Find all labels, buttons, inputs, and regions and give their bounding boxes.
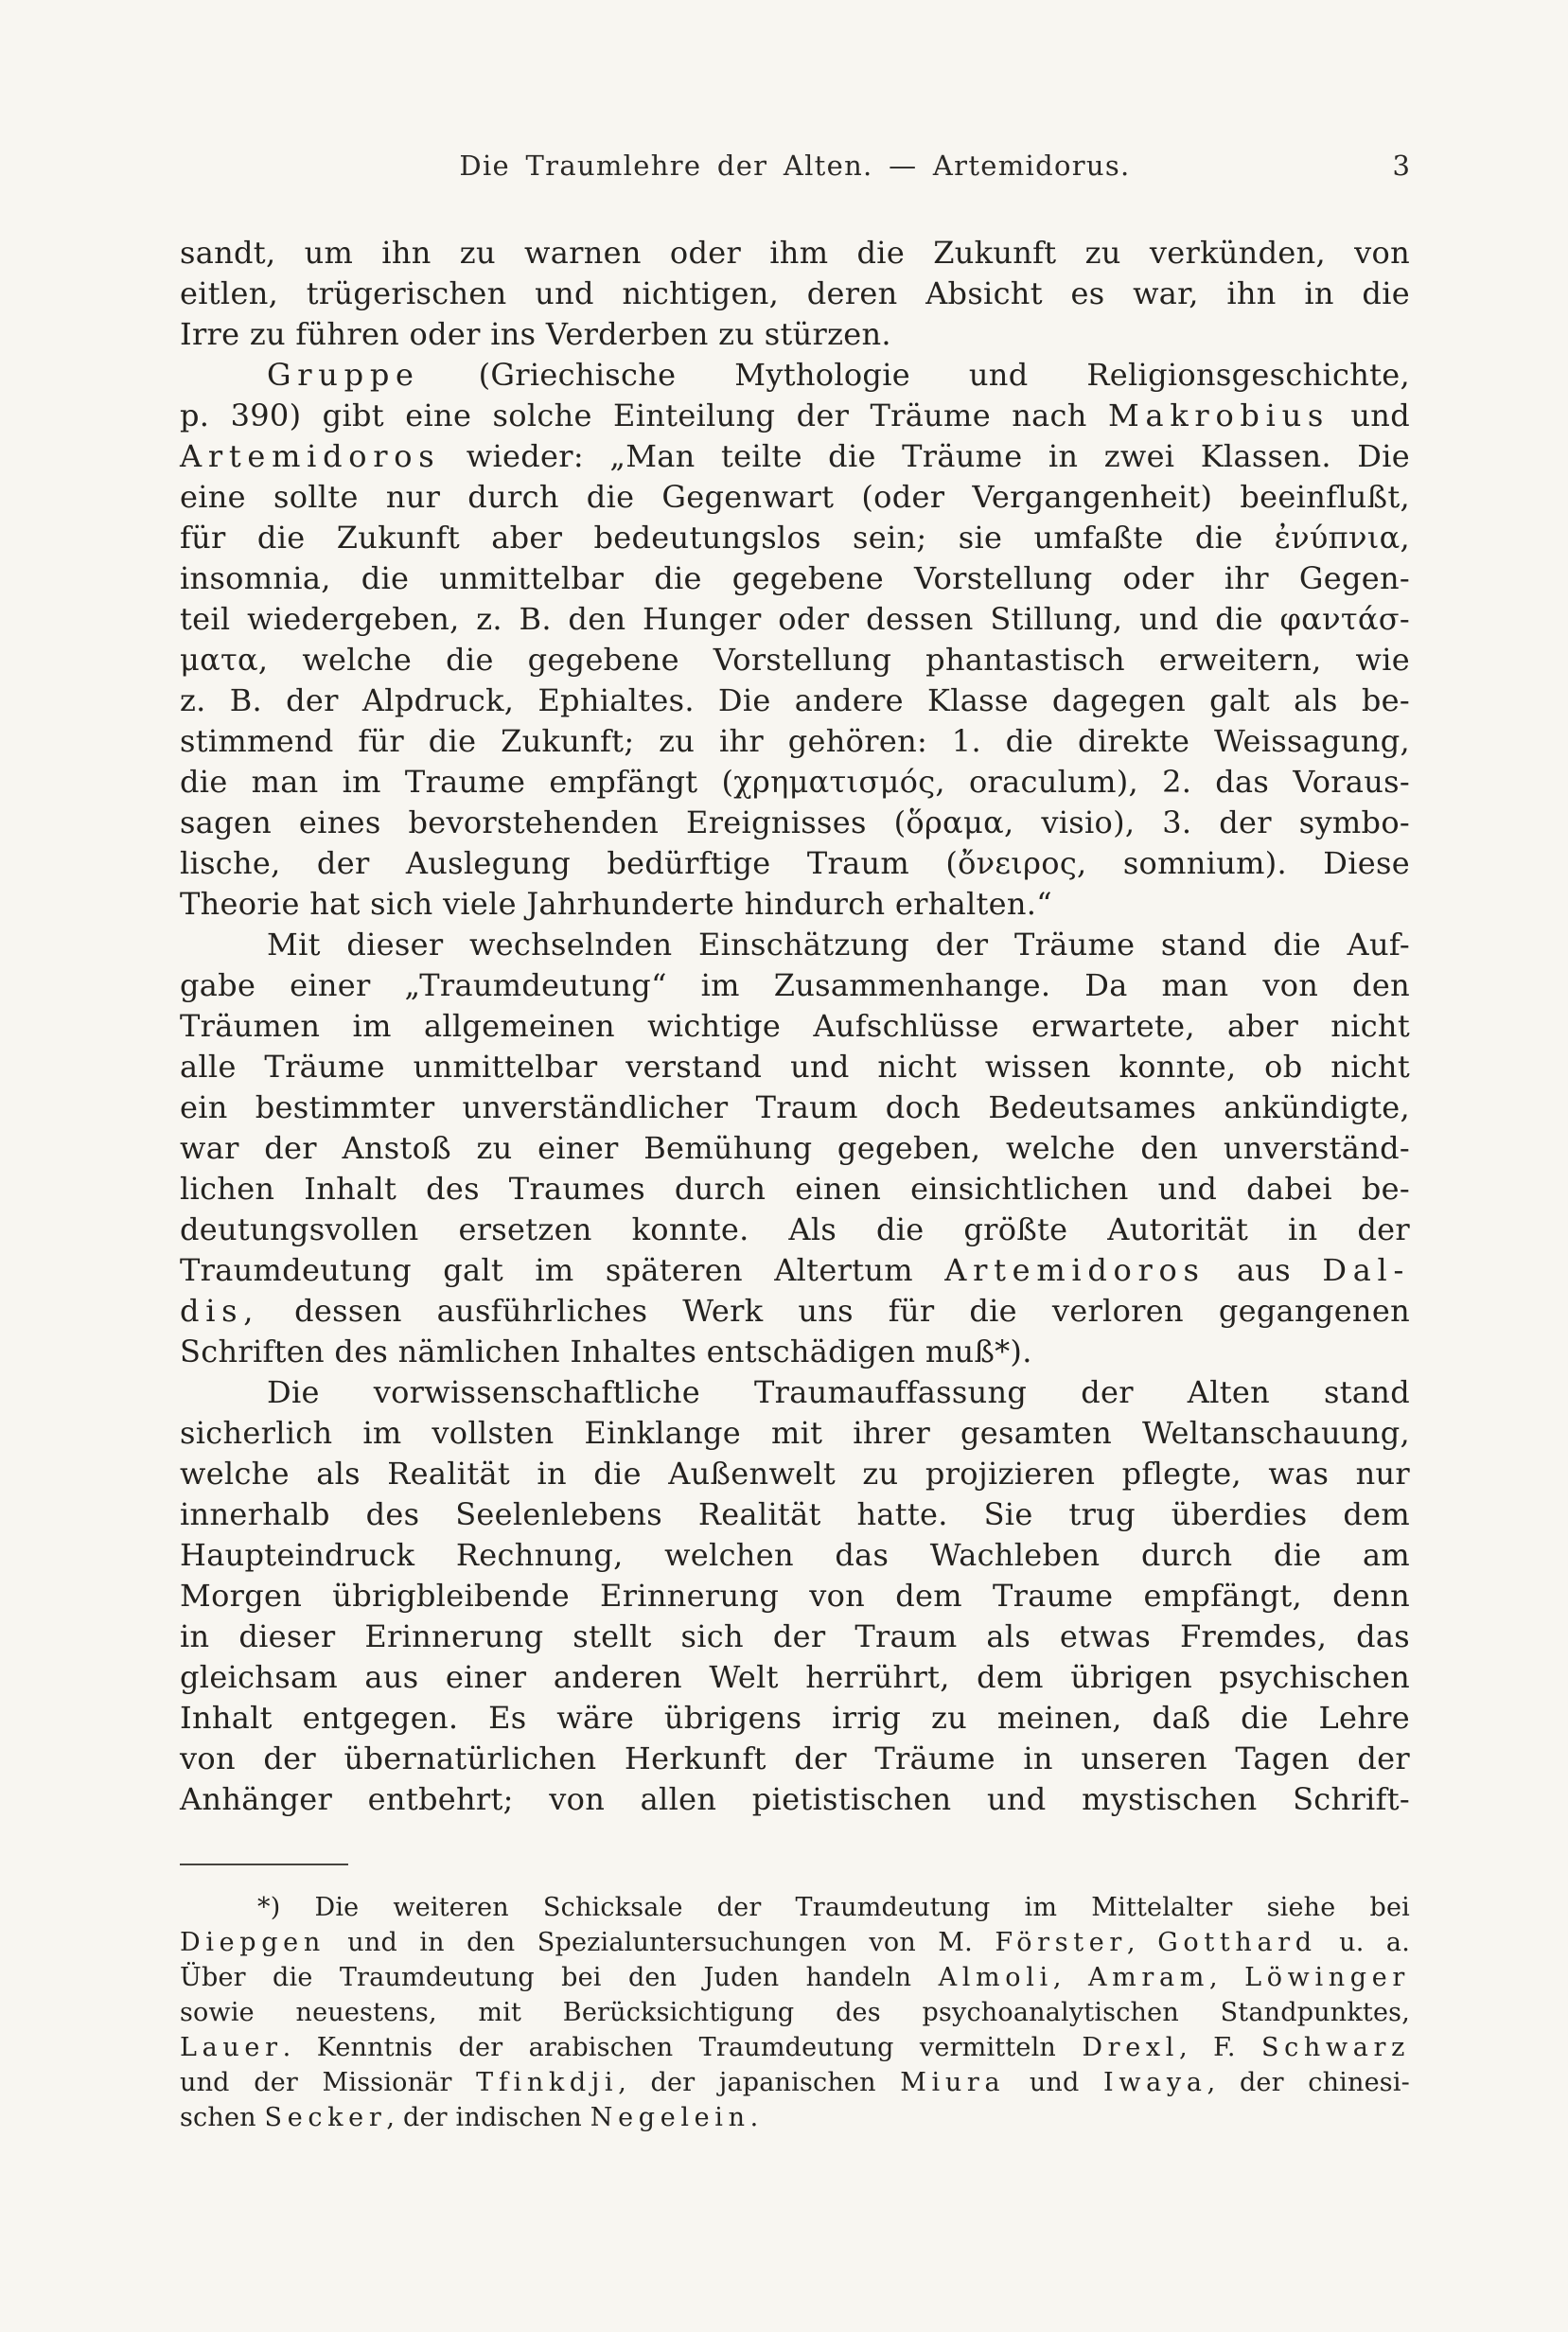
text-line: dis, dessen ausführliches Werk uns für die verloren gegangenen — [180, 1293, 1410, 1329]
text-line: Traumdeutung galt im späteren Altertum Artemidoros aus Dal- — [180, 1252, 1411, 1288]
spaced-name: Diepgen — [180, 1928, 326, 1957]
text-line: Mit dieser wechselnden Einschätzung der Träume stand die Auf- — [267, 927, 1410, 963]
text-line: sowie neuestens, mit Berücksichtigung des psychoanalytischen Standpunktes, — [180, 1998, 1410, 2027]
text-line: sagen eines bevorstehenden Ereignisses (ὅραμα, visio), 3. der symbo- — [180, 804, 1410, 840]
text-line: welche als Realität in die Außenwelt zu projizieren pflegte, was nur — [180, 1456, 1410, 1492]
spaced-name: Förster — [995, 1928, 1128, 1957]
running-header — [180, 150, 1410, 182]
text-line: lichen Inhalt des Traumes durch einen einsichtlichen und dabei be- — [180, 1171, 1410, 1207]
text-line: schen Secker, der indischen Negelein. — [180, 2103, 759, 2132]
spaced-name: Drexl — [1082, 2033, 1180, 2062]
spaced-name: Iwaya — [1103, 2068, 1207, 2097]
text-line: Inhalt entgegen. Es wäre übrigens irrig zu meinen, daß die Lehre — [180, 1700, 1410, 1736]
text-line: eine sollte nur durch die Gegenwart (oder Vergangenheit) beeinflußt, — [180, 479, 1410, 515]
text-line: Lauer. Kenntnis der arabischen Traumdeutung vermitteln Drexl, F. Schwarz — [180, 2033, 1410, 2062]
text-line: und der Missionär Tfinkdji, der japanischen Miura und Iwaya, der chinesi- — [180, 2068, 1410, 2097]
text-line: gleichsam aus einer anderen Welt herrührt, dem übrigen psychischen — [180, 1659, 1410, 1695]
text-line: Theorie hat sich viele Jahrhunderte hindurch erhalten.“ — [180, 886, 1052, 922]
text-line: innerhalb des Seelenlebens Realität hatte. Sie trug überdies dem — [180, 1496, 1410, 1532]
text-line: insomnia, die unmittelbar die gegebene Vorstellung oder ihr Gegen- — [180, 560, 1410, 596]
spaced-name: Almoli — [938, 1963, 1053, 1992]
text-line: eitlen, trügerischen und nichtigen, deren Absicht es war, ihn in die — [180, 275, 1410, 311]
spaced-name: Schwarz — [1260, 2033, 1410, 2062]
spaced-name: Dal- — [1322, 1252, 1411, 1288]
text-line: Irre zu führen oder ins Verderben zu stürzen. — [180, 316, 891, 352]
text-line: sandt, um ihn zu warnen oder ihm die Zukunft zu verkünden, von — [180, 235, 1410, 271]
text-line: Gruppe (Griechische Mythologie und Religionsgeschichte, — [267, 357, 1410, 393]
text-line: lische, der Auslegung bedürftige Traum (ὄνειρος, somnium). Diese — [180, 845, 1410, 881]
paragraph — [180, 1372, 1410, 1820]
paragraph — [180, 925, 1410, 1372]
paragraph — [180, 355, 1410, 925]
page-number: 3 — [1392, 150, 1410, 182]
text-line: ματα, welche die gegebene Vorstellung phantastisch erweitern, wie — [180, 642, 1410, 678]
text-line: alle Träume unmittelbar verstand und nicht wissen konnte, ob nicht — [180, 1049, 1410, 1085]
text-line: stimmend für die Zukunft; zu ihr gehören: 1. die direkte Weissagung, — [180, 723, 1410, 759]
text-line: gabe einer „Traumdeutung“ im Zusammenhange. Da man von den — [180, 967, 1410, 1003]
text-line: ein bestimmter unverständlicher Traum doch Bedeutsames ankündigte, — [180, 1089, 1410, 1125]
text-line: z. B. der Alpdruck, Ephialtes. Die andere Klasse dagegen galt als be- — [180, 682, 1410, 718]
text-line: *) Die weiteren Schicksale der Traumdeutung im Mittelalter siehe bei — [257, 1893, 1410, 1922]
spaced-name: Artemidoros — [944, 1252, 1206, 1288]
body-text — [180, 233, 1410, 1820]
text-line: Die vorwissenschaftliche Traumauffassung der Alten stand — [267, 1374, 1410, 1410]
text-line: Morgen übrigbleibende Erinnerung von dem Traume empfängt, denn — [180, 1578, 1410, 1614]
footnote — [180, 1890, 1410, 2135]
text-line: p. 390) gibt eine solche Einteilung der Träume nach Makrobius und — [180, 398, 1411, 433]
text-line: Über die Traumdeutung bei den Juden handeln Almoli, Amram, Löwinger — [180, 1963, 1410, 1992]
text-line: für die Zukunft aber bedeutungslos sein; sie umfaßte die ἐνύπνια, — [180, 520, 1410, 556]
text-line: teil wiedergeben, z. B. den Hunger oder dessen Stillung, und die φαντάσ- — [180, 601, 1410, 637]
paragraph — [180, 1890, 1410, 2135]
text-line: Schriften des nämlichen Inhaltes entschädigen muß*). — [180, 1334, 1032, 1369]
text-line: von der übernatürlichen Herkunft der Träume in unseren Tagen der — [180, 1740, 1410, 1776]
spaced-name: Makrobius — [1108, 398, 1330, 433]
text-line: deutungsvollen ersetzen konnte. Als die größte Autorität in der — [180, 1211, 1410, 1247]
text-line: Diepgen und in den Spezialuntersuchungen von M. Förster, Gotthard u. a. — [180, 1928, 1410, 1957]
spaced-name: Löwinger — [1244, 1963, 1410, 1992]
text-line: sicherlich im vollsten Einklange mit ihrer gesamten Weltanschauung, — [180, 1415, 1410, 1451]
text-line: Haupteindruck Rechnung, welchen das Wachleben durch die am — [180, 1537, 1410, 1573]
text-line: Träumen im allgemeinen wichtige Aufschlüsse erwartete, aber nicht — [180, 1008, 1410, 1044]
spaced-name: Gotthard — [1157, 1928, 1317, 1957]
spaced-name: Lauer — [180, 2033, 283, 2062]
text-line: Artemidoros wieder: „Man teilte die Träume in zwei Klassen. Die — [180, 438, 1410, 474]
text-line: war der Anstoß zu einer Bemühung gegeben, welche den unverständ- — [180, 1130, 1410, 1166]
paragraph — [180, 233, 1410, 355]
spaced-name: Miura — [900, 2068, 1006, 2097]
text-line: die man im Traume empfängt (χρηματισμός, oraculum), 2. das Voraus- — [180, 764, 1410, 800]
spaced-name: Amram — [1087, 1963, 1210, 1992]
footnote-divider — [180, 1864, 348, 1865]
running-header-title: Die Traumlehre der Alten. — Artemidorus. — [459, 150, 1131, 182]
text-line: Anhänger entbehrt; von allen pietistischen und mystischen Schrift- — [180, 1781, 1410, 1817]
spaced-name: dis, — [180, 1293, 260, 1329]
spaced-name: Secker — [264, 2103, 387, 2132]
spaced-name: Negelein — [590, 2103, 750, 2132]
spaced-name: Artemidoros — [180, 438, 441, 474]
text-line: in dieser Erinnerung stellt sich der Traum als etwas Fremdes, das — [180, 1618, 1410, 1654]
spaced-name: Gruppe — [267, 357, 420, 393]
spaced-name: Tfinkdji — [476, 2068, 619, 2097]
